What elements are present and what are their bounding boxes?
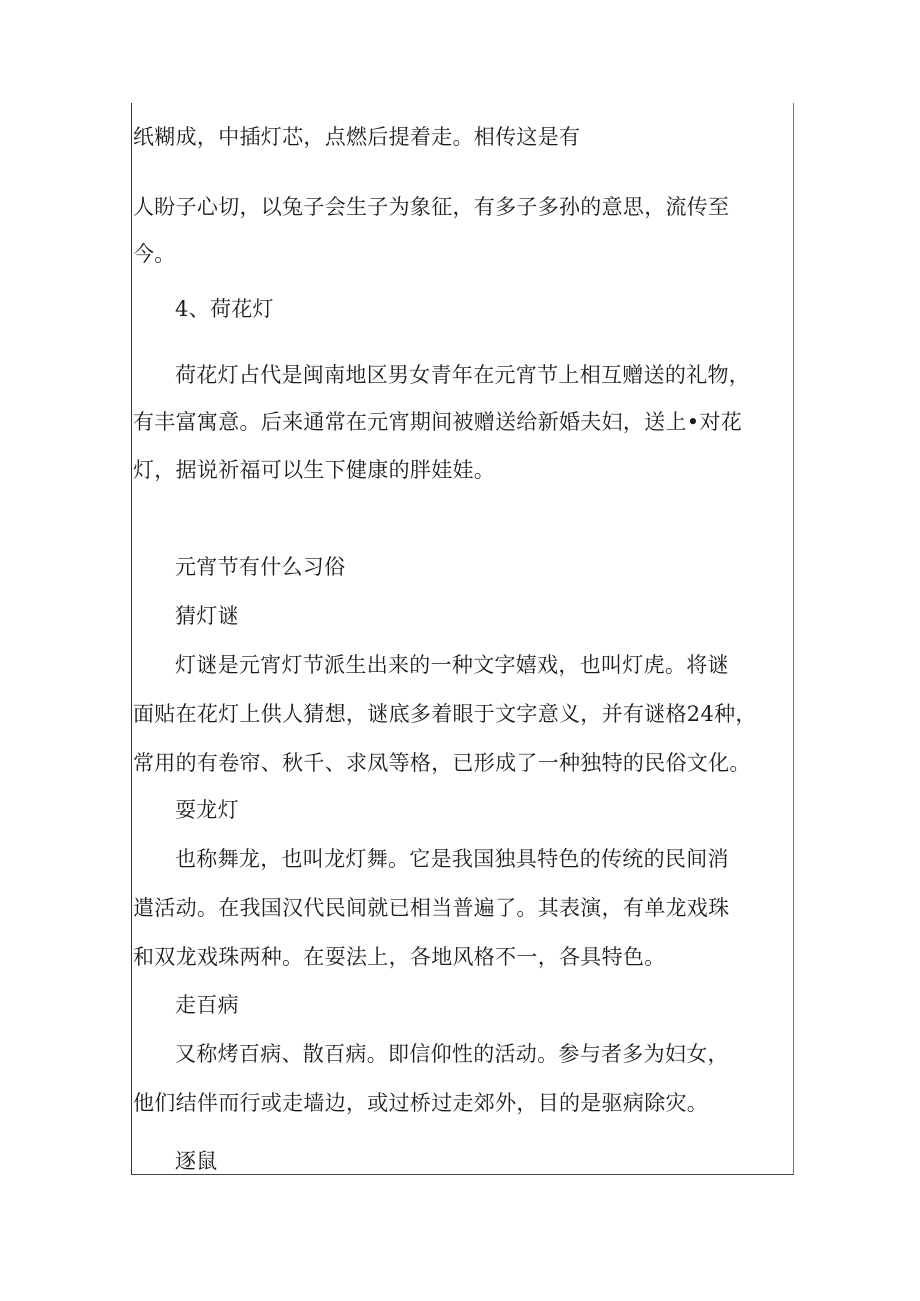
body-line: 有丰富寓意。后来通常在元宵期间被赠送给新婚夫妇，送上•对花	[133, 410, 743, 434]
body-line: 也称舞龙，也叫龙灯舞。它是我国独具特色的传统的民间消	[175, 847, 729, 871]
subheading-dragon-lantern: 耍龙灯	[175, 798, 239, 822]
body-line: 遣活动。在我国汉代民间就已相当普遍了。其表演，有单龙戏珠	[133, 896, 730, 920]
section-heading-lotus-lantern: 4、荷花灯	[175, 297, 274, 321]
body-line: 今。	[133, 242, 176, 266]
body-line: 灯，据说祈福可以生下健康的胖娃娃。	[133, 458, 496, 482]
body-line: 纸糊成，中插灯芯，点燃后提着走。相传这是有	[133, 125, 581, 149]
body-line: 人盼子心切，以兔子会生子为象征，有多子多孙的意思，流传至	[133, 195, 730, 219]
body-line: 和双龙戏珠两种。在耍法上，各地风格不一，各具特色。	[133, 945, 666, 969]
body-line: 荷花灯占代是闽南地区男女青年在元宵节上相互赠送的礼物，	[175, 363, 751, 387]
body-line: 他们结伴而行或走墙边，或过桥过走郊外，目的是驱病除灾。	[133, 1091, 709, 1115]
body-line: 面贴在花灯上供人猜想，谜底多着眼于文字意义，并有谜格24种，	[133, 702, 757, 726]
section-heading-customs: 元宵节有什么习俗	[175, 555, 346, 579]
body-line: 又称烤百病、散百病。即信仰性的活动。参与者多为妇女，	[175, 1042, 729, 1066]
subheading-lantern-riddles: 猜灯谜	[175, 604, 239, 628]
body-line: 灯谜是元宵灯节派生出来的一种文字嬉戏，也叫灯虎。将谜	[175, 653, 729, 677]
subheading-chasing-rats: 逐鼠	[175, 1149, 218, 1173]
subheading-walk-away-illness: 走百病	[175, 993, 239, 1017]
body-line: 常用的有卷帘、秋千、求凤等格，已形成了一种独特的民俗文化。	[133, 751, 751, 775]
